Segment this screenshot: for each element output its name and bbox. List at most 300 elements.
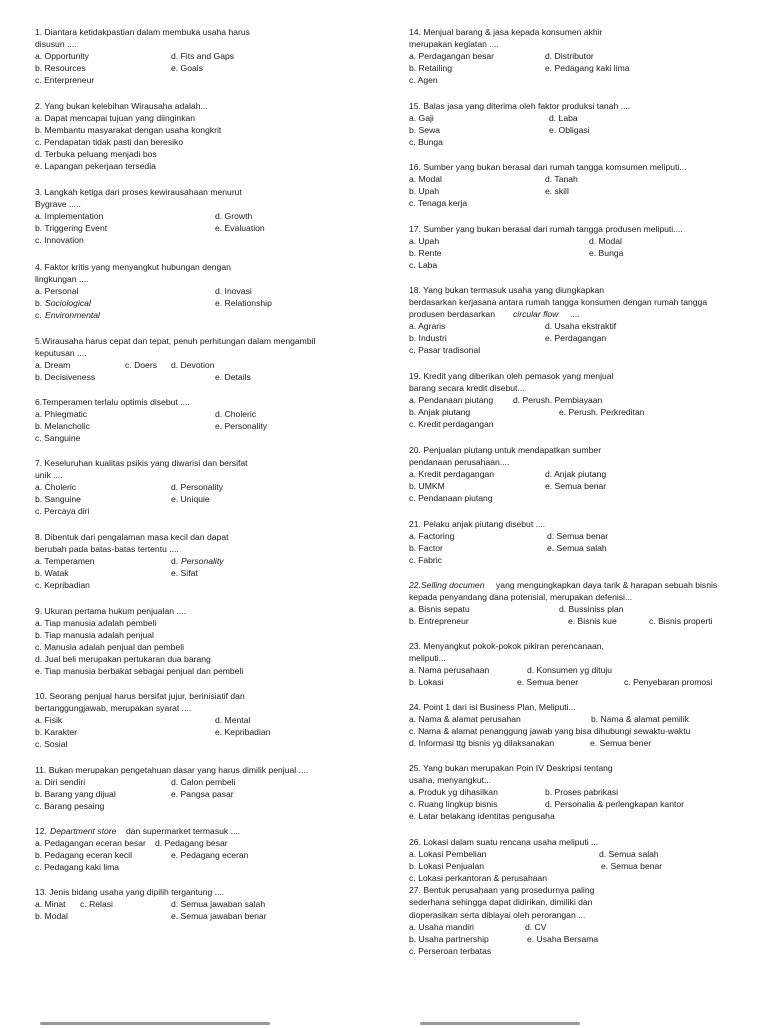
answer-option: c. Agen — [409, 75, 438, 86]
question-text: 9. Ukuran pertama hukum penjualan .... — [35, 606, 186, 616]
question-line — [35, 469, 380, 481]
answer-option: e. skill — [545, 186, 569, 197]
question-line — [35, 543, 380, 555]
question-line — [409, 74, 754, 86]
question-text-line — [409, 100, 754, 112]
question-text-line — [35, 335, 380, 347]
answer-option: d. Konsumen yg dituju — [527, 665, 613, 676]
answer-option: a. Usaha mandiri — [409, 921, 474, 932]
question-text: 24. Point 1 dari isi Business Plan, Meliputi... — [409, 702, 576, 712]
question-line — [35, 198, 380, 210]
question-line — [35, 112, 380, 124]
answer-option: c. Sanguine — [35, 433, 81, 444]
question-text-line — [35, 605, 380, 617]
question-block — [409, 762, 754, 822]
question-line — [35, 738, 380, 750]
answer-option: c. Kredit perdagangan — [409, 419, 494, 430]
answer-option: e. Lapangan pekerjaan tersedia — [35, 161, 156, 172]
question-text: berdasarkan kerjasana antara rumah tangga konsumen dengan rumah tangga — [409, 297, 708, 308]
question-text-line — [409, 161, 754, 173]
answer-option: b. Anjak piutang — [409, 407, 471, 418]
question-line — [35, 898, 380, 910]
question-text-line — [409, 284, 754, 296]
answer-option: c. Sosial — [35, 739, 68, 750]
question-text: usaha, menyangkut... — [409, 775, 492, 786]
answer-option: d. Modal — [589, 236, 622, 247]
answer-option: c. Manusia adalah penjual dan pembeli — [35, 642, 185, 653]
answer-option: d. Semua benar — [547, 531, 609, 542]
answer-option: e. Usaha Bersama — [527, 933, 599, 944]
answer-option: c. Ruang lingkup bisnis — [409, 799, 498, 810]
question-line — [409, 62, 754, 74]
answer-option: e. Obligasi — [549, 125, 590, 136]
question-line — [35, 408, 380, 420]
question-line — [409, 332, 754, 344]
answer-option: c. Doers — [125, 360, 157, 371]
question-text: disusun .... — [35, 39, 77, 50]
question-line — [409, 247, 754, 259]
question-text: 18. Yang bukan termasuk usaha yang diungkapkan — [409, 285, 605, 295]
question-line — [35, 136, 380, 148]
question-line — [409, 737, 754, 749]
answer-option: e. Latar belakang identitas pengusaha — [409, 811, 555, 822]
question-text: 12. — [35, 826, 47, 836]
question-text-line — [35, 531, 380, 543]
question-line — [409, 591, 754, 603]
question-text: 14. Menjual barang & jasa kepada konsumen akhir — [409, 27, 603, 37]
answer-option: a. Minat — [35, 899, 66, 910]
answer-option: c. Relasi — [80, 899, 113, 910]
question-line — [409, 810, 754, 822]
answer-option: a. Upah — [409, 236, 440, 247]
cropped-next-page-text — [0, 1016, 768, 1028]
question-text-line — [409, 762, 754, 774]
question-text: Sociological — [45, 298, 91, 309]
question-line — [35, 493, 380, 505]
question-text: lingkungan .... — [35, 274, 89, 285]
question-line — [35, 273, 380, 285]
question-text: 7. Keseluruhan kualitas psikis yang diwarisi dan bersifat — [35, 458, 248, 468]
question-line — [409, 259, 754, 271]
answer-option: a. Dapat mencapai tujuan yang diinginkan — [35, 113, 196, 124]
question-text-line — [409, 640, 754, 652]
question-text-line — [35, 261, 380, 273]
question-text: circular flow — [513, 309, 559, 320]
question-line — [409, 921, 754, 933]
question-line — [409, 185, 754, 197]
answer-option: b. Modal — [35, 911, 68, 922]
answer-option: d. — [171, 556, 179, 567]
question-text: pendanaan perusahaan.... — [409, 457, 510, 468]
answer-option: c. Bisnis properti — [649, 616, 713, 627]
question-line — [409, 50, 754, 62]
question-line — [35, 579, 380, 591]
answer-option: a. Perdagangan besar — [409, 51, 495, 62]
question-block — [409, 223, 754, 271]
answer-option: b. Decisiveness — [35, 372, 96, 383]
question-text-line — [409, 370, 754, 382]
question-line — [35, 800, 380, 812]
question-line — [35, 234, 380, 246]
answer-option: d. Terbuka peluang menjadi bos — [35, 149, 157, 160]
answer-option: b. Factor — [409, 543, 443, 554]
answer-option: c. Innovation — [35, 235, 84, 246]
answer-option: c. Bunga — [409, 137, 443, 148]
question-line — [35, 617, 380, 629]
answer-option: b. Karakter — [35, 727, 78, 738]
answer-option: e. Semua benar — [545, 481, 607, 492]
question-line — [409, 603, 754, 615]
answer-option: a. Choleric — [35, 482, 77, 493]
question-line — [35, 665, 380, 677]
question-line — [409, 542, 754, 554]
question-line — [409, 38, 754, 50]
answer-option: c. Nama & alamat penanggung jawab yang bisa dihubungi sewaktu-waktu — [409, 726, 691, 737]
answer-option: a. Fisik — [35, 715, 63, 726]
answer-option: e. Semua bener — [517, 677, 579, 688]
answer-option: b. Industri — [409, 333, 447, 344]
question-block — [409, 518, 754, 566]
question-text: 4. Faktor kritis yang menyangkut hubungan dengan — [35, 262, 231, 272]
question-line — [35, 432, 380, 444]
answer-option: a. Personal — [35, 286, 79, 297]
answer-option: d. Perush. Pembiayaan — [513, 395, 603, 406]
question-line — [35, 849, 380, 861]
answer-option: e. Bunga — [589, 248, 624, 259]
question-text: sederhana sehingga dapat didirikan, dimiliki dan — [409, 897, 593, 908]
question-block — [409, 284, 754, 357]
answer-option: d. Bussiniss plan — [559, 604, 624, 615]
question-text-line — [35, 396, 380, 408]
question-text-line — [35, 825, 380, 837]
answer-option: d. Fits and Gaps — [171, 51, 235, 62]
answer-option: c. Kepribadian — [35, 580, 90, 591]
answer-option: d. Jual beli merupakan pertukaran dua barang — [35, 654, 211, 665]
question-text: produsen berdasarkan — [409, 309, 495, 320]
answer-option: b. Lokasi Penjualan — [409, 861, 485, 872]
answer-option: d. Choleric — [215, 409, 257, 420]
answer-option: d. Growth — [215, 211, 253, 222]
question-line — [409, 406, 754, 418]
answer-option: c. Pedagang kaki lima — [35, 862, 120, 873]
question-line — [35, 74, 380, 86]
question-line — [409, 320, 754, 332]
answer-option: d. Distributor — [545, 51, 594, 62]
question-text: 26. Lokasi dalam suatu rencana usaha meliputi ... — [409, 837, 599, 847]
answer-option: c. Penyebaran promosi — [624, 677, 713, 688]
answer-option: e. Pedagang eceran — [171, 850, 249, 861]
answer-option: b. Entrepreneur — [409, 616, 469, 627]
question-block — [409, 579, 754, 627]
question-text: 16. Sumber yang bukan berasal dari rumah tangga komsumen meliputi... — [409, 162, 687, 172]
question-line — [35, 910, 380, 922]
question-text-line — [409, 223, 754, 235]
question-line — [35, 50, 380, 62]
question-text: Personality — [181, 556, 224, 567]
answer-option: e. Details — [215, 372, 251, 383]
answer-option: e. Pedagang kaki lima — [545, 63, 630, 74]
answer-option: d. Devotion — [171, 360, 215, 371]
question-line — [409, 382, 754, 394]
question-line — [35, 124, 380, 136]
answer-option: b. Barang yang dijual — [35, 789, 116, 800]
question-line — [35, 653, 380, 665]
question-line — [35, 555, 380, 567]
question-block — [35, 396, 380, 444]
question-line — [35, 309, 380, 321]
question-text-line — [35, 690, 380, 702]
answer-option: a. Factoring — [409, 531, 455, 542]
answer-option: e. Evaluation — [215, 223, 265, 234]
answer-option: c. Pendapatan tidak pasti dan beresiko — [35, 137, 184, 148]
question-line — [409, 909, 754, 921]
answer-option: b. Membantu masyarakat dengan usaha kongkrit — [35, 125, 222, 136]
question-text: 1. Diantara ketidakpastian dalam membuka usaha harus — [35, 27, 250, 37]
question-text: yang mengungkapkan daya tarik & harapan sebuah bisnis — [496, 580, 718, 590]
answer-option: e. Uniquie — [171, 494, 210, 505]
question-line — [35, 641, 380, 653]
question-line — [409, 933, 754, 945]
question-text: merupakan kegiatan .... — [409, 39, 499, 50]
question-block — [35, 690, 380, 750]
answer-option: e. Tiap manusia berbakat sebagai penjual dan pembeli — [35, 666, 244, 677]
answer-option: b. Retailing — [409, 63, 452, 74]
question-block — [35, 825, 380, 873]
answer-option: d. Semua salah — [599, 849, 659, 860]
question-line — [409, 308, 754, 320]
question-line — [409, 344, 754, 356]
answer-option: d. Calon pembeli — [171, 777, 236, 788]
answer-option: b. Tiap manusia adalah penjual — [35, 630, 154, 641]
answer-option: e. Goals — [171, 63, 204, 74]
question-block — [409, 100, 754, 148]
answer-option: d. Inovasi — [215, 286, 252, 297]
answer-option: e. Pangsa pasar — [171, 789, 234, 800]
question-line — [409, 774, 754, 786]
question-line — [35, 567, 380, 579]
question-text-line — [409, 579, 754, 591]
answer-option: c. Fabric — [409, 555, 442, 566]
answer-option: e. Perdagangan — [545, 333, 607, 344]
answer-option: c. Tenaga kerja — [409, 198, 468, 209]
answer-option: d. CV — [525, 921, 547, 932]
answer-option: e. Perush. Perkreditan — [559, 407, 645, 418]
answer-option: d. Usaha ekstraktif — [545, 321, 617, 332]
question-line — [35, 629, 380, 641]
question-text: 3. Langkah ketiga dari proses kewirausahaan menurut — [35, 187, 242, 197]
question-line — [409, 554, 754, 566]
question-line — [409, 786, 754, 798]
question-text: 6.Temperamen terlalu optimis disebut .... — [35, 397, 190, 407]
question-line — [35, 726, 380, 738]
answer-option: c. Laba — [409, 260, 438, 271]
answer-option: a. Phlegmatic — [35, 409, 88, 420]
question-text: 8. Dibentuk dari pengalaman masa kecil dan dapat — [35, 532, 229, 542]
question-text: 5.Wirausaha harus cepat dan tepat, penuh perhitungan dalam mengambil — [35, 336, 316, 346]
question-block — [409, 640, 754, 688]
answer-option: e. Relationship — [215, 298, 272, 309]
question-line — [409, 884, 754, 896]
question-text: 19. Kredit yang diberikan oleh pemasok yang menjual — [409, 371, 614, 381]
answer-option: a. Opportunity — [35, 51, 89, 62]
question-line — [35, 776, 380, 788]
question-text: 15. Balas jasa yang diterima oleh faktor produksi tanah .... — [409, 101, 631, 111]
question-text: bertanggungjawab, merupakan syarat .... — [35, 703, 192, 714]
question-line — [35, 62, 380, 74]
question-text: 10. Seorang penjual harus bersifat jujur, berinisiatif dan — [35, 691, 245, 701]
question-block — [409, 701, 754, 749]
question-line — [35, 222, 380, 234]
answer-option: d. Semua jawaban salah — [171, 899, 266, 910]
question-line — [35, 702, 380, 714]
answer-option: b. Nama & alamat pemilik — [591, 714, 689, 725]
question-line — [35, 861, 380, 873]
question-text: dan supermarket termasuk .... — [126, 826, 241, 836]
answer-option: e. Semua bener — [590, 738, 652, 749]
question-line — [409, 456, 754, 468]
answer-option: b. Upah — [409, 186, 440, 197]
question-block — [35, 261, 380, 321]
question-line — [35, 359, 380, 371]
question-line — [35, 505, 380, 517]
question-block — [409, 836, 754, 957]
question-text: 23. Menyangkut pokok-pokok pikiran perencanaan, — [409, 641, 604, 651]
question-text: unik .... — [35, 470, 63, 481]
question-line — [409, 860, 754, 872]
answer-option: c. Pasar tradisonal — [409, 345, 481, 356]
question-block — [409, 161, 754, 209]
answer-option: b. Lokasi — [409, 677, 444, 688]
question-line — [35, 347, 380, 359]
answer-option: d. Mental — [215, 715, 251, 726]
question-block — [35, 100, 380, 173]
question-text: berubah pada batas-batas tertentu .... — [35, 544, 179, 555]
answer-option: a. Temperamen — [35, 556, 95, 567]
question-text: Environmental — [45, 310, 100, 321]
question-line — [409, 197, 754, 209]
question-text: 25. Yang bukan merupakan Poin IV Deskripsi tentang — [409, 763, 613, 773]
question-text: 11. Bukan merupakan pengetahuan dasar yang harus dimilik penjual .... — [35, 765, 309, 775]
answer-option: b. Resources — [35, 63, 86, 74]
question-line — [409, 492, 754, 504]
answer-option: e. Semua salah — [547, 543, 607, 554]
question-line — [409, 676, 754, 688]
question-block — [409, 444, 754, 504]
question-text: 20. Penjualan piutang untuk mendapatkan sumber — [409, 445, 602, 455]
question-line — [409, 394, 754, 406]
question-block — [35, 764, 380, 812]
question-line — [35, 481, 380, 493]
question-line — [35, 837, 380, 849]
question-text-line — [409, 26, 754, 38]
question-text-line — [35, 886, 380, 898]
question-line — [409, 235, 754, 247]
question-text: keputusan .... — [35, 348, 87, 359]
answer-option: a. Kredit perdagangan — [409, 469, 495, 480]
answer-option: b. Melancholic — [35, 421, 90, 432]
question-text: dioperasikan serta dibiayai oleh perorangan ... — [409, 909, 586, 920]
question-line — [409, 664, 754, 676]
question-block — [409, 26, 754, 86]
question-text-line — [35, 457, 380, 469]
question-text-line — [409, 701, 754, 713]
question-text: .... — [570, 309, 580, 320]
answer-option: b. Pedagang eceran kecil — [35, 850, 132, 861]
question-text-line — [35, 186, 380, 198]
question-line — [35, 788, 380, 800]
answer-option: d. Pedagang besar — [155, 838, 228, 849]
answer-option: b. — [35, 298, 43, 309]
answer-option: d. Personality — [171, 482, 224, 493]
question-text-line — [409, 444, 754, 456]
question-line — [409, 112, 754, 124]
answer-option: c. — [35, 310, 42, 321]
answer-option: a. Pendanaan piutang — [409, 395, 494, 406]
question-line — [409, 530, 754, 542]
question-text-line — [409, 836, 754, 848]
question-text: 2. Yang bukan kelebihan Wirausaha adalah... — [35, 101, 208, 111]
answer-option: a. Gaji — [409, 113, 434, 124]
answer-option: a. Tiap manusia adalah pembeli — [35, 618, 157, 629]
question-block — [35, 605, 380, 678]
answer-option: e. Sifat — [171, 568, 198, 579]
question-text: kepada penyandang dana potensial, merupakan defenisi... — [409, 592, 633, 603]
answer-option: c. Perseroan terbatas — [409, 945, 492, 956]
question-line — [35, 160, 380, 172]
question-text-line — [35, 100, 380, 112]
question-block — [35, 531, 380, 591]
question-block — [35, 457, 380, 517]
answer-option: a. Diri sendiri — [35, 777, 86, 788]
question-line — [409, 713, 754, 725]
answer-option: c. Enterpreneur — [35, 75, 95, 86]
question-line — [409, 725, 754, 737]
question-block — [35, 26, 380, 86]
answer-option: b. Sewa — [409, 125, 441, 136]
question-line — [409, 296, 754, 308]
question-block — [35, 886, 380, 922]
question-text: 22.Selling documen — [409, 580, 485, 590]
question-text: 17. Sumber yang bukan berasal dari rumah tangga produsen meliputi.... — [409, 224, 683, 234]
answer-option: b. Sanguine — [35, 494, 81, 505]
question-line — [35, 371, 380, 383]
question-line — [409, 136, 754, 148]
question-block — [35, 186, 380, 246]
answer-option: e. Semua jawaban benar — [171, 911, 267, 922]
question-line — [409, 896, 754, 908]
answer-option: c. Barang pesaing — [35, 801, 105, 812]
answer-option: a. Agraris — [409, 321, 446, 332]
question-text-line — [35, 764, 380, 776]
answer-option: b. Usaha partnership — [409, 933, 489, 944]
answer-option: a. Lokasi Pembelian — [409, 849, 487, 860]
question-text-line — [35, 26, 380, 38]
answer-option: a. Bisnis sepatu — [409, 604, 470, 615]
answer-option: a. Dream — [35, 360, 71, 371]
question-line — [409, 872, 754, 884]
answer-option: e. Personality — [215, 421, 268, 432]
question-line — [35, 148, 380, 160]
answer-option: c. Lokasi perkantoran & perusahaan — [409, 873, 548, 884]
question-line — [409, 798, 754, 810]
answer-option: b. UMKM — [409, 481, 445, 492]
question-text: Bygrave ..... — [35, 199, 81, 210]
answer-option: d. Personalia & perlengkapan kantor — [545, 799, 685, 810]
answer-option: e. Bisnis kue — [568, 616, 617, 627]
answer-option: e. Semua benar — [601, 861, 663, 872]
answer-option: c. Pendanaan piutang — [409, 493, 493, 504]
question-line — [35, 38, 380, 50]
